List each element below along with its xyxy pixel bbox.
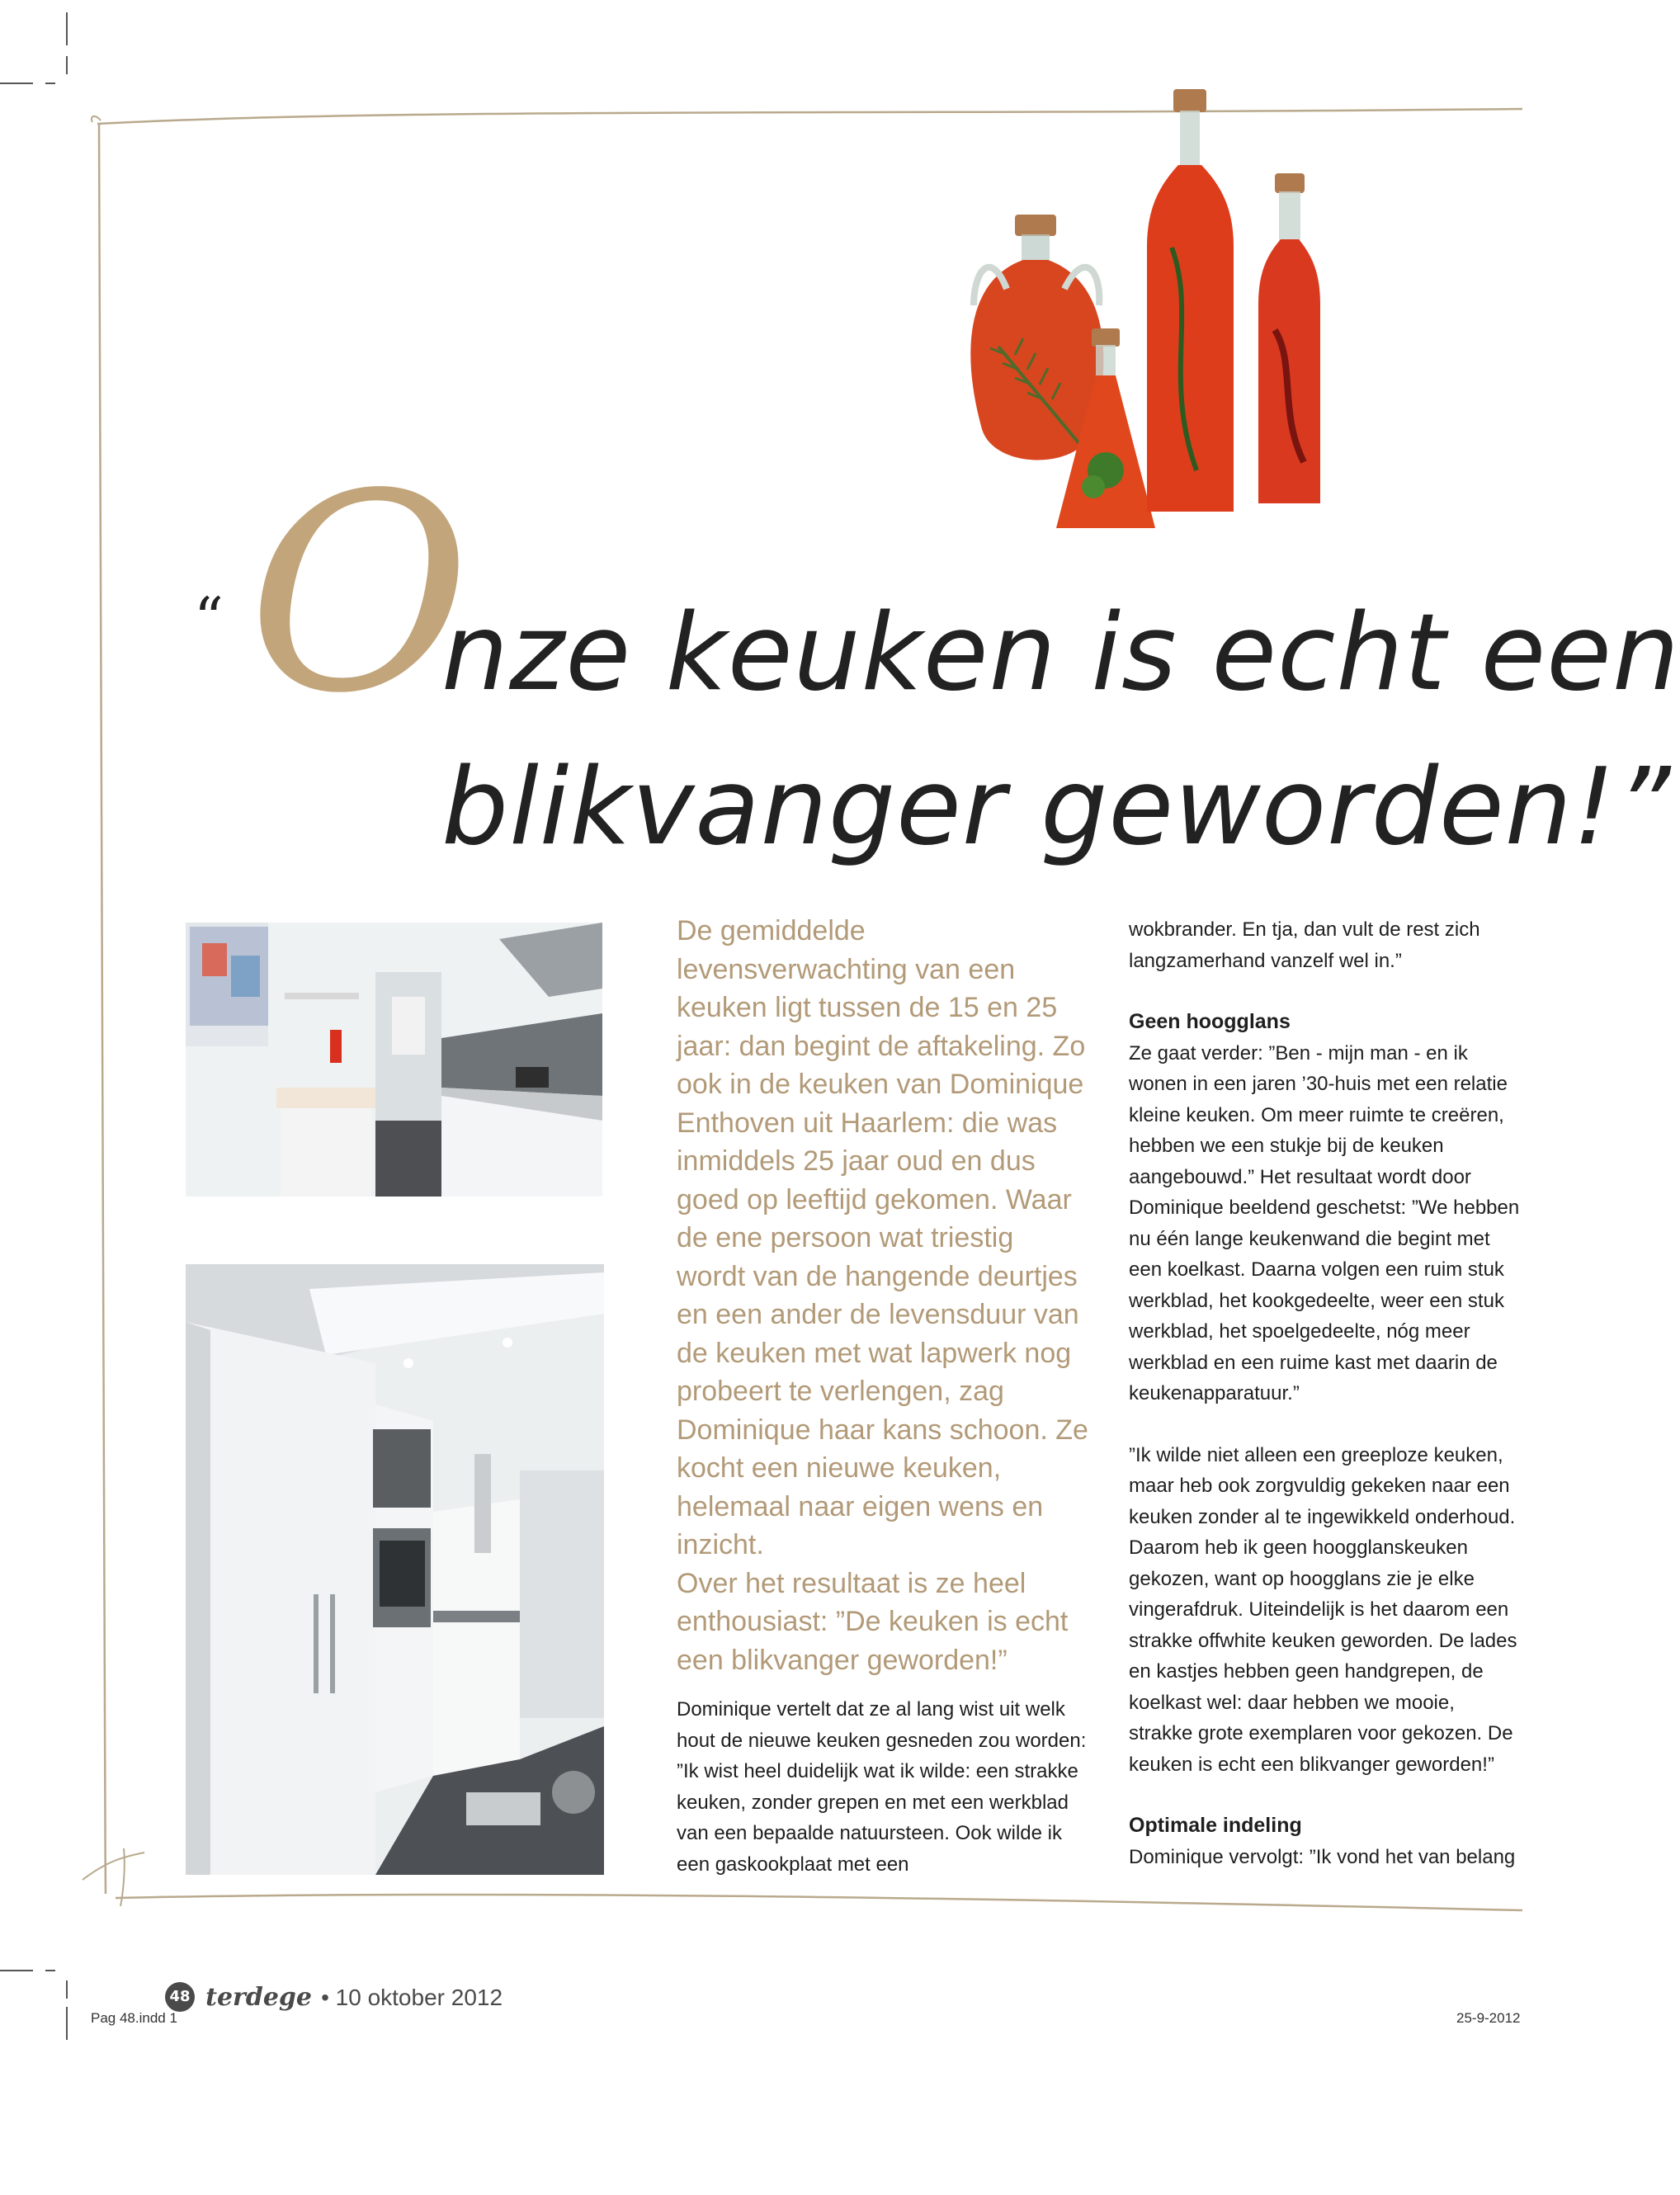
slug-filename: Pag 48.indd 1 [91,2010,177,2026]
headline-line-2: blikvanger geworden!” [441,746,1672,869]
body-column-1 [677,1694,1089,1880]
body-paragraph: Dominique vertelt dat ze al lang wist uit welk hout de nieuwe keuken gesneden zou worden: ”Ik wist heel duidelijk wat ik wilde: een strakke keuken, zonder grepen en met een werkblad van een bepaalde natuursteen. Ook wilde ik een gaskookplaat met een [677,1698,1087,1876]
oil-bottles-image [949,83,1345,545]
headline-line-1: nze keuken is echt een [441,592,1680,715]
slug-date: 25-9-2012 [1456,2010,1521,2026]
intro-paragraph: De gemiddelde levensverwachting van een keuken ligt tussen de 15 en 25 jaar: dan begint de aftakeling. Zo ook in de keuken van Dominique Enthoven uit Haarlem: die was inmiddels 25 jaar oud en dus goed op leeftijd gekomen. Waar de ene persoon wat triestig wordt van de hangende deurtjes en een ander de levensduur van de keuken met wat lapwerk nog probeert te verlengen, zag Dominique haar kans schoon. Ze kocht een nieuwe keuken, helemaal naar eigen wens en inzicht. [677,915,1088,1560]
page-footer [165,1982,503,2012]
page-number-badge: 48 [165,1982,195,2012]
crop-mark [66,2007,68,2040]
issue-date: • 10 oktober 2012 [321,1985,503,2010]
magazine-name: terdege [205,1983,312,2012]
subheading-optimale-indeling: Optimale indeling [1129,1814,1302,1837]
headline-open-quote: “ [194,585,224,653]
body-paragraph: Ze gaat verder: ”Ben - mijn man - en ik wonen in een jaren ’30-huis met een relatie kleine keuken. Om meer ruimte te creëren, hebben we een stukje bij de keuken aangebouwd.” Het resultaat wordt door Dominique beeldend geschetst: ”We hebben nu één lange keukenwand die begint met een koelkast. Daarna volgen een ruim stuk werkblad, het kookgedeelte, weer een stuk werkblad, het spoelgedeelte, nóg meer werkblad en een ruime kast met daarin de keukenapparatuur.” [1129,1041,1520,1404]
kitchen-photo-1 [186,923,602,1197]
body-paragraph: wokbrander. En tja, dan vult de rest zich langzamerhand vanzelf wel in.” [1129,918,1480,972]
body-paragraph: Dominique vervolgt: ”Ik vond het van belang [1129,1845,1516,1868]
body-column-2 [1129,914,1522,1872]
body-paragraph: ”Ik wilde niet alleen een greeploze keuken, maar heb ook zorgvuldig gekeken naar een keuken zonder al te ingewikkeld onderhoud. Daarom heb ik geen hoogglanskeuken gekozen, want op hoogglans zie je elke vingerafdruk. Uiteindelijk is het daarom een strakke offwhite keuken geworden. De lades en kastjes hebben geen handgrepen, de koelkast wel: daar hebben we mooie, strakke grote exemplaren voor gekozen. De keuken is echt een blikvanger geworden!” [1129,1443,1517,1776]
intro-paragraph-2: Over het resultaat is ze heel enthousiast: ”De keuken is echt een blikvanger geworden!” [677,1567,1069,1676]
kitchen-photo-2 [186,1264,604,1875]
intro-text [677,912,1089,1679]
headline-drop-letter: O [248,436,471,753]
subheading-geen-hoogglans: Geen hoogglans [1129,1010,1291,1033]
